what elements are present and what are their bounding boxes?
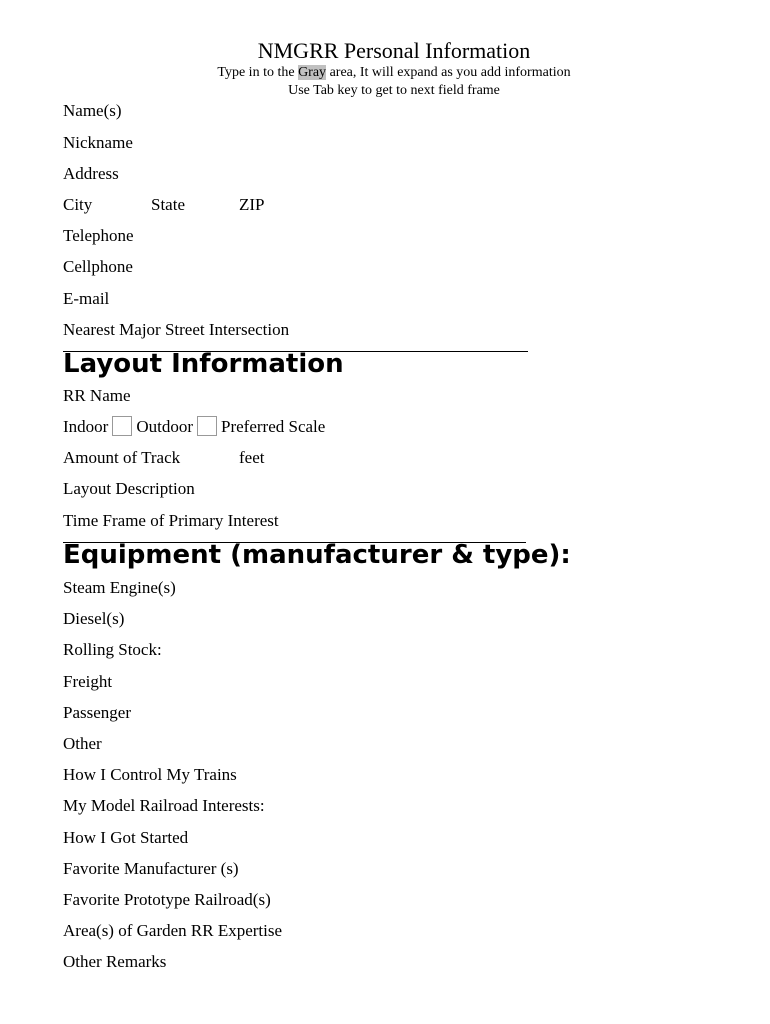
- telephone-label: Telephone: [63, 226, 134, 245]
- address-label: Address: [63, 164, 119, 183]
- layout-heading: Layout Information: [63, 349, 344, 379]
- outdoor-checkbox[interactable]: [197, 416, 217, 436]
- freight-label: Freight: [63, 672, 113, 691]
- steam-engine-label: Steam Engine(s): [63, 578, 176, 597]
- instruction-line-1: [0, 64, 770, 81]
- rr-name-label: RR Name: [63, 386, 131, 405]
- intersection-label: Nearest Major Street Intersection: [63, 320, 290, 339]
- indoor-label: Indoor: [63, 417, 109, 436]
- layout-description-label: Layout Description: [63, 479, 195, 498]
- other-remarks-label: Other Remarks: [63, 952, 167, 971]
- preferred-scale-label: Preferred Scale: [221, 417, 326, 436]
- nickname-label: Nickname: [63, 133, 133, 152]
- diesel-label: Diesel(s): [63, 609, 125, 628]
- cellphone-label: Cellphone: [63, 257, 133, 276]
- time-frame-label: Time Frame of Primary Interest: [63, 511, 279, 530]
- control-label: How I Control My Trains: [63, 765, 237, 784]
- favorite-manufacturer-label: Favorite Manufacturer (s): [63, 859, 239, 878]
- passenger-label: Passenger: [63, 703, 131, 722]
- page-title: NMGRR Personal Information: [257, 38, 531, 63]
- city-state-zip-row: [63, 194, 323, 215]
- equipment-heading: Equipment (manufacturer & type):: [63, 540, 571, 570]
- names-label: Name(s): [63, 101, 122, 120]
- feet-label: feet: [239, 448, 265, 467]
- how-started-label: How I Got Started: [63, 828, 189, 847]
- outdoor-label: Outdoor: [136, 417, 193, 436]
- zip-label: ZIP: [239, 195, 265, 214]
- interests-label: My Model Railroad Interests:: [63, 796, 265, 815]
- expertise-label: Area(s) of Garden RR Expertise: [63, 921, 283, 940]
- email-label: E-mail: [63, 289, 110, 308]
- other-label: Other: [63, 734, 102, 753]
- city-label: City: [63, 195, 93, 214]
- rolling-stock-label: Rolling Stock:: [63, 640, 162, 659]
- instruction-text-before: Type in to the: [217, 65, 299, 80]
- indoor-checkbox[interactable]: [112, 416, 132, 436]
- state-label: State: [151, 195, 185, 214]
- track-row: [63, 447, 303, 468]
- instruction-line-2: Use Tab key to get to next field frame: [288, 83, 500, 98]
- gray-highlight: Gray: [298, 65, 327, 80]
- amount-of-track-label: Amount of Track: [63, 448, 181, 467]
- favorite-prototype-label: Favorite Prototype Railroad(s): [63, 890, 271, 909]
- instruction-text-after: area, It will expand as you add information: [326, 65, 571, 80]
- indoor-outdoor-row: [63, 416, 325, 437]
